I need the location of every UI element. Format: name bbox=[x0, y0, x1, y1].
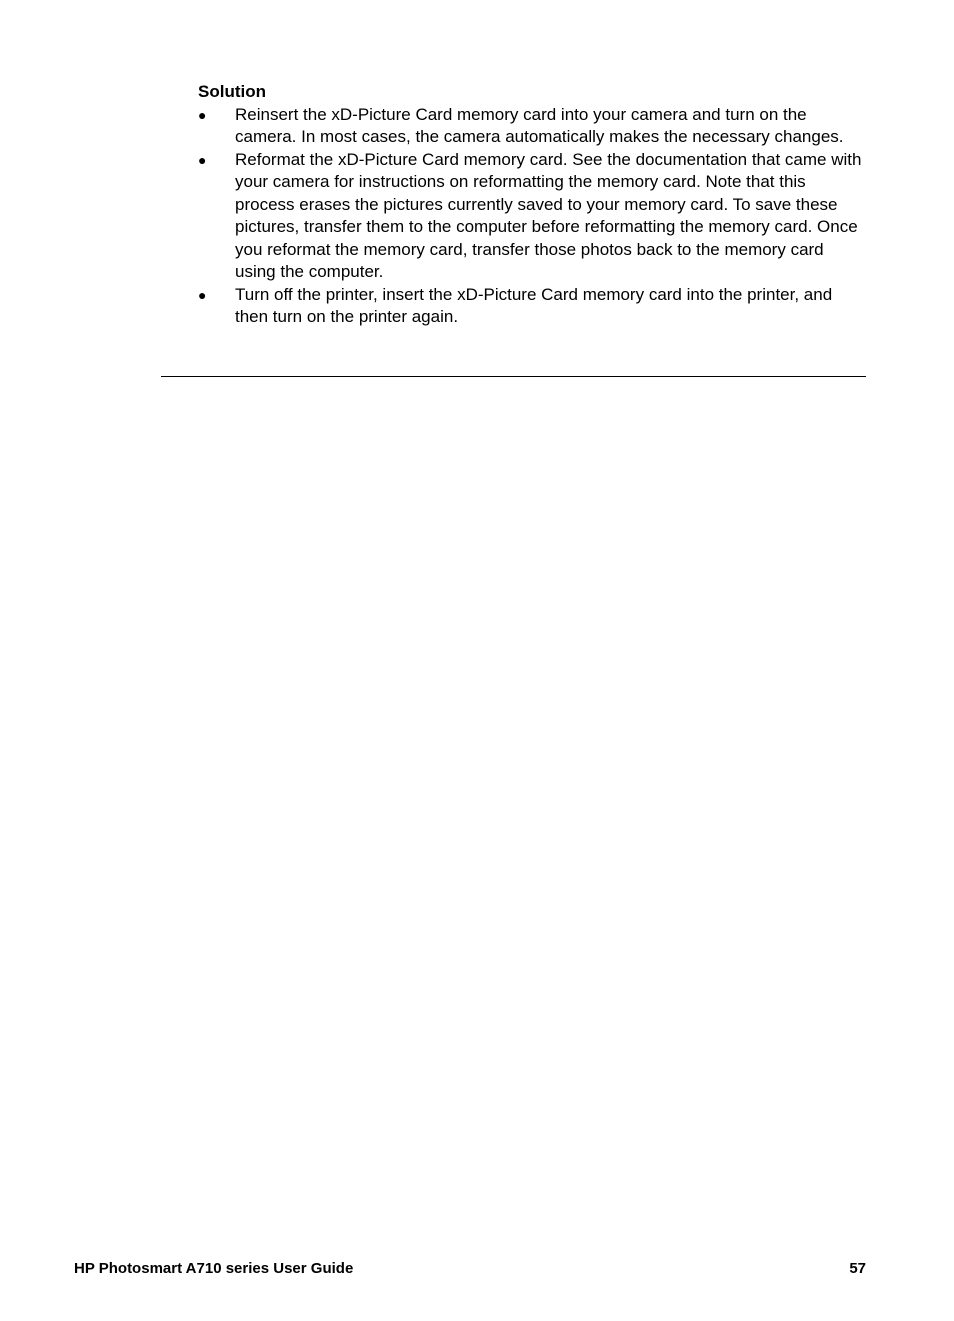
list-item-text: Turn off the printer, insert the xD-Picture Card memory card into the printer, and then turn on the printer again. bbox=[235, 284, 833, 326]
list-item-text: Reinsert the xD-Picture Card memory card into your camera and turn on the camera. In most cases, the camera automatically makes the necessary changes. bbox=[235, 104, 844, 146]
section-divider bbox=[161, 376, 866, 377]
solution-list bbox=[198, 104, 868, 329]
solution-heading: Solution bbox=[198, 82, 266, 101]
bullet-icon: ● bbox=[198, 106, 207, 123]
list-item bbox=[198, 104, 868, 149]
solution-section bbox=[198, 81, 868, 329]
list-item bbox=[198, 284, 868, 329]
list-item bbox=[198, 149, 868, 284]
page-number: 57 bbox=[849, 1260, 866, 1277]
footer-title: HP Photosmart A710 series User Guide bbox=[74, 1260, 354, 1277]
list-item-text: Reformat the xD-Picture Card memory card. See the documentation that came with your camera for instructions on reformatting the memory card. Note that this process erases the pictures currently saved to your memory card. To save these pictures, transfer them to the computer before reformatting the memory card. Once you reformat the memory card, transfer those photos back to the memory card using the computer. bbox=[235, 149, 862, 281]
bullet-icon: ● bbox=[198, 151, 207, 168]
bullet-icon: ● bbox=[198, 286, 207, 303]
